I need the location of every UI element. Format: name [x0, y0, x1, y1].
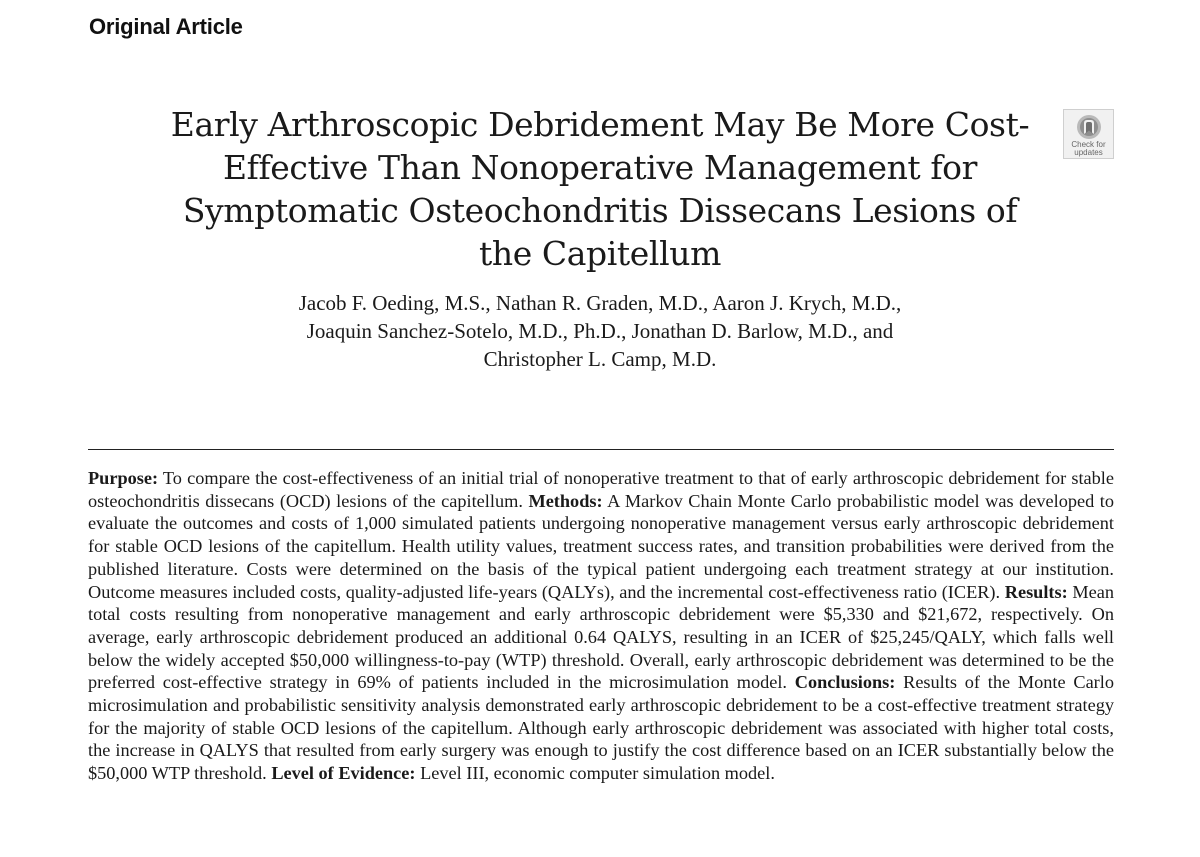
- title-line: Effective Than Nonoperative Management for: [222, 148, 978, 187]
- level-of-evidence-text: Level III, economic computer simulation model.: [415, 763, 775, 784]
- results-text: Mean total costs resulting from nonoperative management and early arthroscopic debridement were $5,330 and $21,672, respectively. On average, early arthroscopic debridement produced an additional 0.64 QALYS, resulting in an ICER of $25,245/QALY, which falls well below the widely accepted $50,000 willingness-to-pay (WTP) threshold. Overall, early arthroscopic debridement was determined to be the preferred cost-effective strategy in 69% of patients included in the microsimulation model.: [88, 581, 1114, 693]
- results-label: Results:: [1004, 581, 1068, 602]
- abstract: [88, 467, 1114, 785]
- check-for-updates-label: Check for updates: [1071, 140, 1106, 157]
- check-for-updates-button[interactable]: [1063, 109, 1114, 159]
- purpose-label: Purpose:: [88, 468, 159, 488]
- methods-text: A Markov Chain Monte Carlo probabilistic model was developed to evaluate the outcomes and costs of 1,000 simulated patients undergoing nonoperative management versus early arthroscopic debridement for stable OCD lesions of the capitellum. Health utility values, treatment success rates, and transition probabilities were derived from the published literature. Costs were determined on the basis of the typical patient undergoing each treatment strategy at our institution. Outcome measures included costs, quality-adjusted life-years (QALYs), and the incremental cost-effectiveness ratio (ICER).: [88, 490, 1114, 602]
- purpose-text: To compare the cost-effectiveness of an initial trial of nonoperative treatment to that of early arthroscopic debridement for stable osteochondritis dissecans (OCD) lesions of the capitellum.: [88, 468, 1114, 511]
- author-list: [150, 289, 1050, 373]
- methods-label: Methods:: [528, 490, 603, 511]
- title-line: Symptomatic Osteochondritis Dissecans Lesions of: [182, 191, 1018, 230]
- title-line: Early Arthroscopic Debridement May Be More Cost-: [170, 105, 1030, 144]
- author-line: Christopher L. Camp, M.D.: [483, 347, 717, 371]
- author-line: Joaquin Sanchez-Sotelo, M.D., Ph.D., Jonathan D. Barlow, M.D., and: [306, 319, 894, 343]
- section-label: Original Article: [89, 14, 243, 39]
- article-title: [150, 103, 1050, 275]
- conclusions-text: Results of the Monte Carlo microsimulation and probabilistic sensitivity analysis demonstrated early arthroscopic debridement to be a cost-effective treatment strategy for the majority of stable OCD lesions of the capitellum. Although early arthroscopic debridement was associated with higher total costs, the increase in QALYS that resulted from early surgery was enough to justify the cost difference based on an ICER substantially below the $50,000 WTP threshold.: [88, 672, 1114, 784]
- crossmark-icon: [1076, 114, 1102, 140]
- author-line: Jacob F. Oeding, M.S., Nathan R. Graden, M.D., Aaron J. Krych, M.D.,: [298, 291, 902, 315]
- title-line: the Capitellum: [479, 234, 721, 273]
- abstract-divider: [88, 449, 1114, 450]
- conclusions-label: Conclusions:: [794, 672, 896, 693]
- level-of-evidence-label: Level of Evidence:: [271, 763, 416, 784]
